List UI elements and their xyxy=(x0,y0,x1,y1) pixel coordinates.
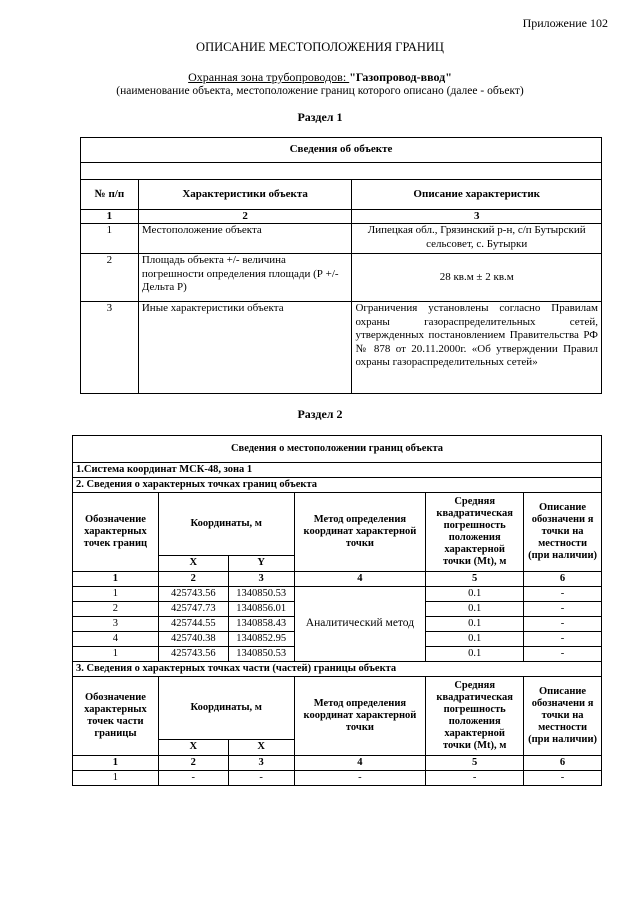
page-title: ОПИСАНИЕ МЕСТОПОЛОЖЕНИЯ ГРАНИЦ xyxy=(196,40,444,54)
point-number: 3 xyxy=(73,617,159,632)
row-description: Липецкая обл., Грязинский р-н, с/п Бутырский сельсовет, с. Бутырки xyxy=(352,224,602,254)
col-header-point: Обозначение характерных точек границ xyxy=(73,493,159,572)
point-error: 0.1 xyxy=(426,602,524,617)
col-index: 3 xyxy=(352,210,602,224)
boundary-table-title: Сведения о местоположении границ объекта xyxy=(73,436,602,463)
row-description: Ограничения установлены согласно Правилам охраны газораспределительных сетей, утвержденных постановлением Правительства РФ № 878 от 20.11.2000г. «Об утверждении Правил охраны газораспределительных сетей» xyxy=(352,302,602,394)
point-x: 425743.56 xyxy=(158,587,228,602)
point-method: Аналитический метод xyxy=(294,587,426,662)
points-title: 2. Сведения о характерных точках границ объекта xyxy=(73,478,602,493)
col-index: 2 xyxy=(138,210,352,224)
table-row xyxy=(73,771,602,786)
col-index: 2 xyxy=(158,572,228,587)
object-info-table xyxy=(80,137,602,394)
point-number: 1 xyxy=(73,647,159,662)
col-index: 4 xyxy=(294,756,426,771)
part-point-y: - xyxy=(228,771,294,786)
part-point-x: - xyxy=(158,771,228,786)
col-index: 5 xyxy=(426,756,524,771)
point-error: 0.1 xyxy=(426,587,524,602)
part-point-method: - xyxy=(294,771,426,786)
part-point-description: - xyxy=(524,771,602,786)
col-header-error: Средняя квадратическая погрешность положения характерной точки (Mt), м xyxy=(426,677,524,756)
col-index: 4 xyxy=(294,572,426,587)
table-row xyxy=(81,302,602,394)
col-header-method: Метод определения координат характерной точки xyxy=(294,493,426,572)
col-header-characteristic: Характеристики объекта xyxy=(138,180,352,210)
point-error: 0.1 xyxy=(426,617,524,632)
col-index: 2 xyxy=(158,756,228,771)
row-num: 3 xyxy=(81,302,139,394)
col-index: 1 xyxy=(81,210,139,224)
section1-heading: Раздел 1 xyxy=(297,110,343,124)
part-point-error: - xyxy=(426,771,524,786)
col-header-x: X xyxy=(158,556,228,572)
point-x: 425743.56 xyxy=(158,647,228,662)
section2-heading: Раздел 2 xyxy=(297,407,343,421)
point-description: - xyxy=(524,587,602,602)
point-y: 1340850.53 xyxy=(228,647,294,662)
object-name xyxy=(0,70,640,85)
col-index: 5 xyxy=(426,572,524,587)
row-num: 1 xyxy=(81,224,139,254)
point-y: 1340850.53 xyxy=(228,587,294,602)
point-description: - xyxy=(524,617,602,632)
point-description: - xyxy=(524,602,602,617)
parts-title: 3. Сведения о характерных точках части (частей) границы объекта xyxy=(73,662,602,677)
table-row xyxy=(81,224,602,254)
col-index: 3 xyxy=(228,572,294,587)
row-description: 28 кв.м ± 2 кв.м xyxy=(352,254,602,302)
table-row xyxy=(73,587,602,602)
col-header-description: Описание характеристик xyxy=(352,180,602,210)
spacer-row xyxy=(81,163,602,180)
col-index: 1 xyxy=(73,572,159,587)
col-header-error: Средняя квадратическая погрешность положения характерной точки (Mt), м xyxy=(426,493,524,572)
point-y: 1340856.01 xyxy=(228,602,294,617)
point-number: 2 xyxy=(73,602,159,617)
col-header-description: Описание обозначени я точки на местности (при наличии) xyxy=(524,677,602,756)
row-characteristic: Местоположение объекта xyxy=(138,224,352,254)
col-index: 6 xyxy=(524,756,602,771)
point-x: 425747.73 xyxy=(158,602,228,617)
col-header-coords: Координаты, м xyxy=(158,677,294,740)
col-header-num: № п/п xyxy=(81,180,139,210)
point-y: 1340858.43 xyxy=(228,617,294,632)
col-index: 6 xyxy=(524,572,602,587)
col-index: 1 xyxy=(73,756,159,771)
point-number: 1 xyxy=(73,587,159,602)
col-header-y: X xyxy=(228,740,294,756)
row-num: 2 xyxy=(81,254,139,302)
col-header-method: Метод определения координат характерной точки xyxy=(294,677,426,756)
object-table-title: Сведения об объекте xyxy=(81,138,602,163)
col-header-point-part: Обозначение характерных точек части границы xyxy=(73,677,159,756)
row-characteristic: Иные характеристики объекта xyxy=(138,302,352,394)
row-characteristic: Площадь объекта +/- величина погрешности определения площади (Р +/- Дельта Р) xyxy=(138,254,352,302)
point-x: 425740.38 xyxy=(158,632,228,647)
point-x: 425744.55 xyxy=(158,617,228,632)
point-error: 0.1 xyxy=(426,632,524,647)
coord-system: 1.Система координат МСК-48, зона 1 xyxy=(73,463,602,478)
object-note: (наименование объекта, местоположение границ которого описано (далее - объект) xyxy=(116,85,524,97)
point-y: 1340852.95 xyxy=(228,632,294,647)
col-index: 3 xyxy=(228,756,294,771)
boundary-table xyxy=(72,435,602,786)
point-number: 4 xyxy=(73,632,159,647)
appendix-label: Приложение 102 xyxy=(522,16,608,30)
point-description: - xyxy=(524,647,602,662)
point-error: 0.1 xyxy=(426,647,524,662)
point-description: - xyxy=(524,632,602,647)
col-header-description: Описание обозначени я точки на местности (при наличии) xyxy=(524,493,602,572)
col-header-y: Y xyxy=(228,556,294,572)
zone-name: "Газопровод-ввод" xyxy=(349,70,452,84)
col-header-coords: Координаты, м xyxy=(158,493,294,556)
col-header-x: X xyxy=(158,740,228,756)
zone-prefix: Охранная зона трубопроводов: xyxy=(188,70,350,84)
table-row xyxy=(81,254,602,302)
part-point-number: 1 xyxy=(73,771,159,786)
